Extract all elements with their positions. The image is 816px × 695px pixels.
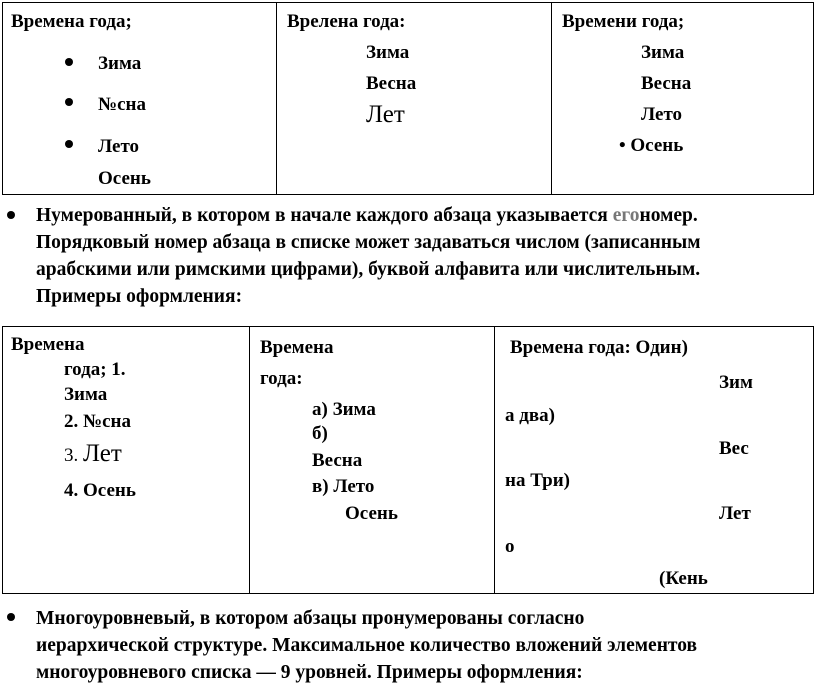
bullet-icon <box>7 613 15 621</box>
paragraph-multilevel-line-3: многоуровневого списка — 9 уровней. Примеры оформления: <box>36 662 583 683</box>
table-1-divider-2 <box>551 2 552 195</box>
paragraph-numbered-line-1: Нумерованный, в котором в начале каждого абзаца указывается егономер. <box>36 205 698 226</box>
table-1-col-1-item-3: Лето <box>98 136 140 157</box>
table-2-col-3-line-1: Времена года: Один) <box>510 337 688 358</box>
table-1-divider-1 <box>276 2 277 195</box>
table-2-col-3-line-5: на Три) <box>505 470 570 491</box>
bullet-icon <box>65 58 73 66</box>
bullet-icon <box>65 140 73 148</box>
table-2-col-2-line-1: Времена <box>260 337 334 358</box>
paragraph-numbered-line-2: Порядковый номер абзаца в списке может задаваться числом (записанным <box>36 232 701 253</box>
table-2-col-1-item-3: 3. Лет <box>64 440 122 467</box>
table-2-col-2-line-2: года: <box>260 368 303 389</box>
paragraph-numbered-line-4: Примеры оформления: <box>36 286 243 307</box>
table-1-col-3-item-2: Весна <box>641 73 692 94</box>
table-1-col-3-item-3: Лето <box>641 104 683 125</box>
table-2-col-3-line-4: Вес <box>719 438 749 459</box>
table-2-col-3-line-8: (Кень <box>659 568 708 589</box>
paragraph-numbered <box>36 202 812 310</box>
table-1-col-3-title: Времени года; <box>562 11 685 32</box>
table-2-col-1-item-4: 4. Осень <box>64 480 136 501</box>
table-1-col-2-item-1: Зима <box>366 42 410 63</box>
table-2-col-3-line-6: Лет <box>719 503 751 524</box>
table-2-col-2-item-b-text: Весна <box>312 450 363 471</box>
table-2-col-2-item-d: Осень <box>345 503 398 524</box>
table-1-col-3-item-1: Зима <box>641 42 685 63</box>
table-2-col-2-item-c: в) Лето <box>312 476 375 497</box>
table-2-col-3-line-7: о <box>505 536 515 557</box>
bullet-icon <box>65 98 73 106</box>
table-2-divider-1 <box>249 326 250 594</box>
table-1-col-1-title: Времена года; <box>11 11 132 32</box>
table-2-col-2-item-a: а) Зима <box>312 399 376 420</box>
paragraph-multilevel-line-1: Многоуровневый, в котором абзацы пронумерованы согласно <box>36 608 585 629</box>
table-2-col-1-item-2: 2. №сна <box>64 411 131 432</box>
table-1-col-3-item-4: • Осень <box>619 135 684 156</box>
paragraph-multilevel <box>36 605 812 686</box>
table-2-col-1-line-1: Времена <box>11 334 85 355</box>
paragraph-multilevel-line-2: иерархической структуре. Максимальное количество вложений элементов <box>36 635 698 656</box>
table-1-col-2-title: Врелена года: <box>287 11 406 32</box>
table-2-divider-2 <box>494 326 495 594</box>
table-2-col-1-line-2: года; 1. <box>64 359 126 380</box>
table-1-col-2-item-3: Лет <box>366 101 405 128</box>
bullet-icon <box>7 211 15 219</box>
paragraph-numbered-line-3: арабскими или римскими цифрами), буквой алфавита или числительным. <box>36 259 701 280</box>
table-1-col-1-extra: Осень <box>98 168 151 189</box>
table-1-col-1-item-1: Зима <box>98 53 142 74</box>
table-2-col-2-item-b: б) <box>312 423 328 444</box>
table-2-col-3-line-3: а два) <box>505 405 555 426</box>
table-2-col-1-line-3: Зима <box>64 384 108 405</box>
table-1-col-1-item-2: №сна <box>98 94 146 115</box>
table-1-col-2-item-2: Весна <box>366 73 417 94</box>
table-2-col-3-line-2: Зим <box>719 372 753 393</box>
